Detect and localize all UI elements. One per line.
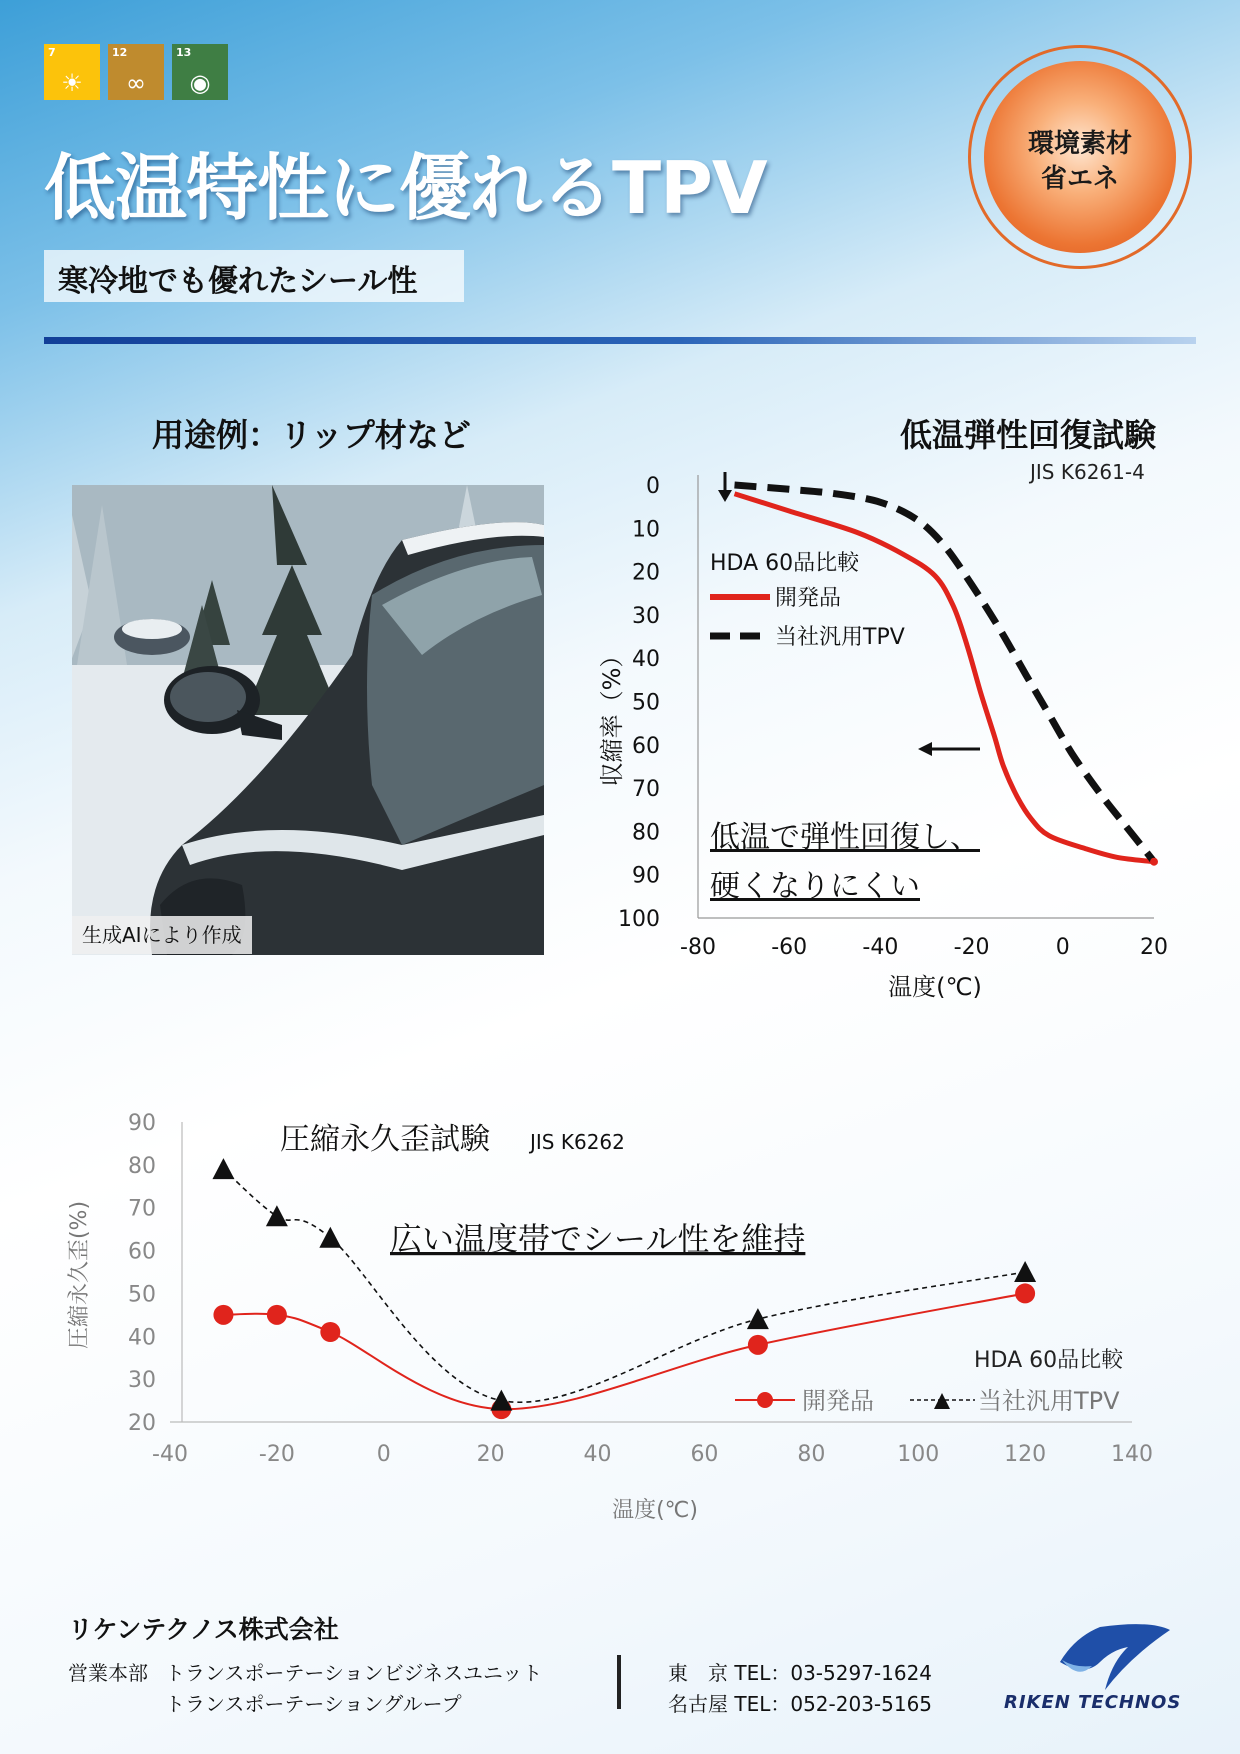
chart2-series-std-line [223, 1169, 1025, 1402]
chart1-legend-dev: 開発品 [775, 586, 842, 611]
chart2-xtick: 60 [690, 1442, 719, 1467]
chart2-comparison-label: HDA 60品比較 [974, 1348, 1124, 1373]
chart1-xtick: -20 [953, 935, 990, 960]
chart2-ytick: 30 [128, 1368, 156, 1394]
chart1-standard: JIS K6261-4 [1030, 460, 1145, 484]
chart1-legend-std: 当社汎用TPV [775, 625, 905, 650]
car-photo [72, 485, 544, 955]
chart2-legend-std-swatch [910, 1393, 975, 1409]
chart2-title: 圧縮永久歪試験 [280, 1122, 490, 1157]
chart2-dev-point [320, 1322, 340, 1342]
chart1-end-point [1150, 858, 1158, 866]
chart2-std-point [490, 1390, 512, 1411]
compression-set-chart [60, 1100, 1180, 1540]
tel-nagoya: 名古屋 TEL：052-203-5165 [668, 1692, 933, 1716]
chart2-ytick: 50 [128, 1282, 156, 1308]
chart1-title: 低温弾性回復試験 [900, 416, 1157, 454]
chart1-ytick: 30 [632, 603, 660, 629]
chart2-std-point [319, 1227, 341, 1248]
chart2-ytick: 20 [128, 1411, 156, 1436]
chart2-xlabel: 温度(℃) [612, 1498, 698, 1523]
chart2-xtick: -20 [258, 1442, 295, 1467]
chart2-legend-dev-swatch [735, 1392, 795, 1408]
badge-line-1: 環境素材 [1027, 129, 1132, 159]
chart2-xtick: -40 [152, 1442, 188, 1467]
chart1-comparison-label: HDA 60品比較 [710, 551, 860, 576]
chart1-ytick: 10 [632, 517, 660, 543]
chart1-ytick: 20 [632, 560, 660, 586]
chart2-ylabel: 圧縮永久歪(%) [67, 1200, 92, 1350]
eye-globe-icon: ◉ [189, 69, 211, 97]
chart1-xtick: -40 [862, 935, 899, 960]
chart1-xtick: -80 [680, 935, 716, 960]
chart2-annotation: 広い温度帯でシール性を維持 [390, 1220, 806, 1258]
chart1-series-std-line [735, 485, 1155, 862]
chart1-ytick: 60 [632, 733, 660, 759]
chart2-legend-dev: 開発品 [802, 1387, 874, 1415]
sun-icon: ☀ [61, 69, 83, 97]
tel-tokyo: 東 京 TEL：03-5297-1624 [668, 1661, 933, 1685]
chart2-xtick: 40 [583, 1442, 612, 1467]
chart2-xtick: 0 [376, 1442, 391, 1467]
footer-divider [617, 1655, 621, 1709]
sdg-7-icon: 7 ☀ [44, 44, 100, 100]
chart2-std-point [212, 1158, 234, 1179]
chart2-standard: JIS K6262 [530, 1130, 625, 1154]
footer-group: トランスポーテーショングループ [165, 1692, 462, 1716]
chart2-dev-point [1015, 1283, 1035, 1303]
chart2-xtick: 120 [1004, 1442, 1047, 1467]
chart2-ytick: 90 [128, 1111, 156, 1136]
page-subtitle: 寒冷地でも優れたシール性 [58, 264, 418, 299]
chart2-std-point [747, 1308, 769, 1329]
chart1-xtick: 0 [1055, 935, 1070, 960]
eco-badge [984, 61, 1176, 253]
chart2-dev-point [267, 1305, 287, 1325]
chart2-dev-point [748, 1335, 768, 1355]
chart1-xtick: -60 [771, 935, 808, 960]
photo-caption: 生成AIにより作成 [72, 916, 252, 954]
chart1-ylabel: 収縮率（%） [598, 643, 626, 787]
chart1-down-arrow [718, 472, 732, 502]
sdg-13-icon: 13 ◉ [172, 44, 228, 100]
chart1-ytick: 70 [632, 777, 660, 803]
chart1-ytick: 40 [632, 647, 660, 673]
chart1-ytick: 100 [618, 907, 660, 932]
chart2-legend-std: 当社汎用TPV [978, 1387, 1120, 1415]
chart1-ytick: 0 [646, 474, 660, 499]
footer-unit: トランスポーテーションビジネスユニット [165, 1661, 543, 1685]
usage-title: 用途例：リップ材など [152, 416, 471, 454]
logo-text: RIKEN TECHNOS [1004, 1692, 1182, 1713]
chart2-std-point [266, 1205, 288, 1226]
chart1-xtick: 20 [1140, 935, 1168, 960]
chart1-annotation-line2: 硬くなりにくい [710, 869, 920, 904]
badge-line-2: 省エネ [1040, 164, 1119, 194]
chart2-ytick: 40 [128, 1325, 156, 1351]
chart1-ytick: 80 [632, 820, 660, 846]
chart1-ytick: 90 [632, 863, 660, 889]
infinity-icon: ∞ [126, 69, 146, 97]
car-photo-illustration [72, 485, 544, 955]
company-name: リケンテクノス株式会社 [68, 1615, 339, 1644]
chart2-xtick: 80 [797, 1442, 826, 1467]
chart2-xtick: 20 [476, 1442, 505, 1467]
chart1-ytick: 50 [632, 690, 660, 716]
chart1-xlabel: 温度(℃) [888, 973, 982, 1001]
chart2-dev-point [213, 1305, 233, 1325]
chart2-ytick: 60 [128, 1239, 156, 1265]
sdg-12-icon: 12 ∞ [108, 44, 164, 100]
chart1-annotation-line1: 低温で弾性回復し、 [710, 820, 980, 855]
chart1-series-dev-line [735, 494, 1155, 862]
footer-dept: 営業本部 [68, 1661, 148, 1685]
chart2-xtick: 100 [897, 1442, 940, 1467]
chart2-std-point [1014, 1261, 1036, 1282]
low-temp-recovery-chart [580, 460, 1200, 1020]
chart2-ytick: 70 [128, 1196, 156, 1222]
header-divider [44, 337, 1196, 344]
chart2-xtick: 140 [1111, 1442, 1153, 1467]
chart2-series-dev-line [223, 1293, 1025, 1409]
page-title: 低温特性に優れるTPV [44, 146, 767, 230]
chart2-ytick: 80 [128, 1153, 156, 1179]
chart1-left-arrow [918, 742, 980, 756]
